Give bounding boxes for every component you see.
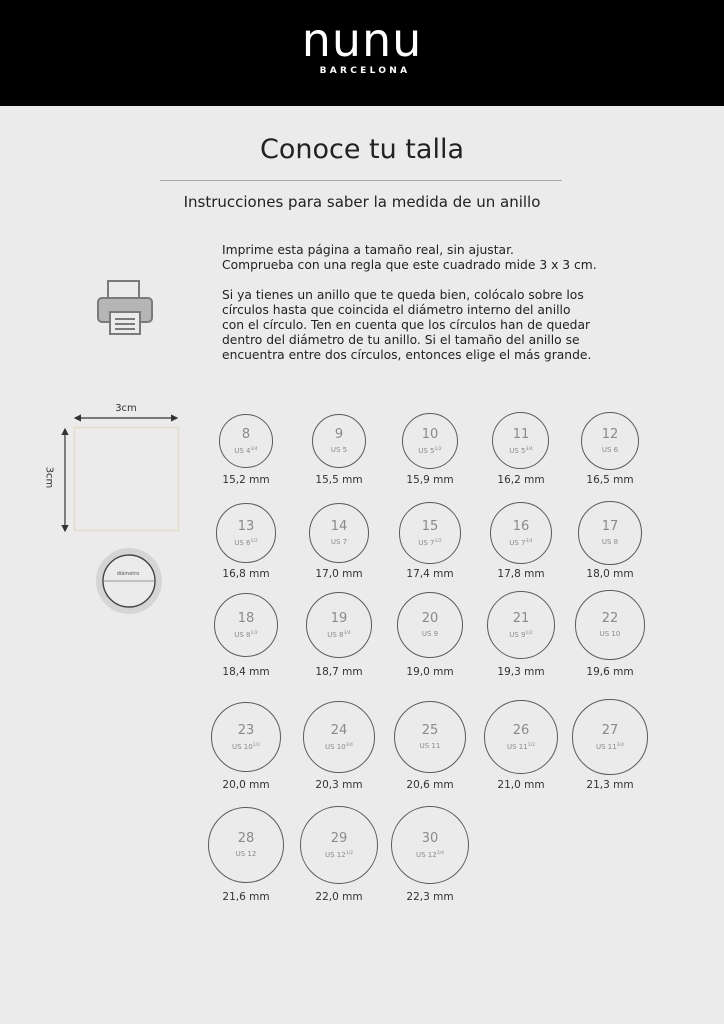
us-size-fraction: 3/4 [525,446,533,452]
us-size-value: US 10 [599,629,621,638]
print-instructions [222,243,622,273]
size-mm-label: 16,8 mm [222,568,270,580]
size-mm-label: 20,3 mm [315,779,363,791]
square-width-label: 3cm [115,403,137,414]
size-number: 19 [330,610,348,626]
instruction-line: dentro del diámetro de tu anillo. Si el tamaño del anillo se [222,333,580,347]
us-size [576,630,643,638]
size-number: 16 [512,518,530,534]
size-ring-25 [394,701,467,774]
size-number: 10 [421,426,439,442]
size-ring-20 [397,592,464,659]
size-mm-label: 18,7 mm [315,666,363,678]
size-number: 28 [237,830,255,846]
us-size [304,742,374,751]
us-size-fraction: 3/4 [250,446,258,452]
sample-ring-icon [95,547,163,615]
us-size-fraction: 1/2 [434,446,442,452]
brand-header [0,0,724,106]
diameter-label: diámetro [116,571,140,577]
size-ring-8 [219,414,272,467]
us-size [485,742,557,751]
printer-icon [96,278,154,336]
reference-square [46,398,186,538]
us-size [573,742,646,751]
us-size [212,742,281,751]
us-size-fraction: 1/2 [345,850,353,856]
us-size [403,446,457,455]
us-size-value: US 8 [601,537,619,546]
size-mm-label: 18,4 mm [222,666,270,678]
size-mm-label: 18,0 mm [586,568,634,580]
us-size [579,538,640,546]
us-size [310,538,368,546]
us-size [313,446,366,454]
us-size [488,630,554,639]
size-number: 9 [334,426,344,442]
instruction-line: círculos hasta que coincida el diámetro interno del anillo [222,303,571,317]
us-size [301,850,377,859]
size-ring-17 [578,501,641,564]
size-number: 14 [330,518,348,534]
size-ring-13 [216,503,275,562]
us-size-value: US 8 [234,630,251,639]
size-number: 27 [601,722,619,738]
size-number: 23 [237,723,255,738]
square-height-label: 3cm [43,466,55,489]
us-size-fraction: 3/4 [525,538,533,544]
instruction-line: Comprueba con una regla que este cuadrado mide 3 x 3 cm. [222,258,597,272]
us-size [217,538,274,547]
size-number: 17 [601,518,619,534]
us-size-value: US 11 [419,741,441,750]
size-mm-label: 19,6 mm [586,666,634,678]
us-size-value: US 5 [509,446,526,455]
us-size-fraction: 3/4 [345,742,353,748]
us-size-value: US 11 [596,742,617,751]
us-size-value: US 12 [416,850,437,859]
size-ring-16 [490,502,553,565]
size-number: 24 [330,722,348,738]
size-ring-14 [309,503,369,563]
size-number: 29 [330,830,348,846]
size-mm-label: 15,2 mm [222,474,270,486]
us-size-value: US 8 [327,630,344,639]
page-subtitle: Instrucciones para saber la medida de un anillo [183,193,541,211]
instruction-line: con el círculo. Ten en cuenta que los círculos han de quedar [222,318,591,332]
size-mm-label: 21,0 mm [497,779,545,791]
size-ring-23 [211,702,282,773]
instruction-line: encuentra entre dos círculos, entonces elige el más grande. [222,348,592,362]
us-size-value: US 7 [418,538,435,547]
us-size-value: US 10 [325,742,346,751]
us-size-value: US 9 [421,629,439,638]
us-size [215,630,278,639]
size-mm-label: 16,2 mm [497,474,545,486]
size-number: 30 [421,830,439,846]
size-mm-label: 19,0 mm [406,666,454,678]
size-ring-11 [492,412,549,469]
size-mm-label: 21,6 mm [222,891,270,903]
size-mm-label: 15,5 mm [315,474,363,486]
brand-location: BARCELONA [319,66,411,76]
us-size-value: US 10 [232,743,253,751]
size-mm-label: 15,9 mm [406,474,454,486]
instruction-line: Imprime esta página a tamaño real, sin ajustar. [222,243,514,257]
us-size-fraction: 3/4 [343,630,351,636]
us-size-fraction: 1/2 [527,742,535,748]
size-mm-label: 20,0 mm [222,779,270,791]
us-size [220,446,271,455]
size-mm-label: 22,3 mm [406,891,454,903]
us-size-value: US 6 [234,538,251,547]
us-size [307,630,371,639]
size-ring-10 [402,413,458,469]
us-size-fraction: 1/2 [250,538,258,544]
size-ring-28 [208,807,284,883]
us-size [582,446,638,454]
size-mm-label: 20,6 mm [406,779,454,791]
us-size-value: US 11 [507,742,528,751]
us-size-value: US 7 [330,537,348,546]
size-ring-30 [391,806,470,885]
size-number: 11 [512,426,530,442]
us-size-value: US 6 [601,445,619,454]
us-size-fraction: 1/2 [250,630,258,636]
us-size [400,538,459,547]
page-title: Conoce tu talla [259,134,464,165]
us-size [392,850,469,859]
size-number: 12 [601,426,619,442]
size-ring-9 [312,414,367,469]
us-size-value: US 12 [325,850,346,859]
us-size-fraction: 1/2 [525,630,533,636]
size-ring-12 [581,412,639,470]
brand-logo: nunu [301,13,423,67]
size-mm-label: 19,3 mm [497,666,545,678]
size-number: 20 [421,610,439,626]
us-size-value: US 12 [235,849,257,858]
size-number: 18 [237,610,255,626]
us-size-fraction: 1/2 [252,743,260,748]
instruction-line: Si ya tienes un anillo que te queda bien, colócalo sobre los [222,288,584,302]
us-size-fraction: 3/4 [616,742,624,748]
us-size-value: US 5 [418,446,435,455]
size-ring-18 [214,593,279,658]
title-divider [160,180,562,181]
us-size-value: US 7 [509,538,526,547]
size-ring-22 [575,590,644,659]
size-number: 22 [601,610,619,626]
size-mm-label: 17,0 mm [315,568,363,580]
us-size [398,630,463,638]
us-size-value: US 4 [234,446,251,455]
size-ring-27 [572,699,647,774]
size-ring-26 [484,700,558,774]
size-number: 15 [421,518,439,534]
size-number: 8 [241,426,251,442]
size-ring-19 [306,592,372,658]
size-number: 25 [421,722,439,738]
us-size-fraction: 1/2 [434,538,442,544]
size-ring-24 [303,701,375,773]
size-mm-label: 17,8 mm [497,568,545,580]
size-number: 21 [512,610,530,626]
us-size-value: US 9 [509,630,526,639]
size-ring-29 [300,806,378,884]
us-size-fraction: 3/4 [436,850,444,856]
us-size [491,538,552,547]
us-size [209,850,283,858]
size-mm-label: 22,0 mm [315,891,363,903]
us-size [493,446,548,455]
size-mm-label: 17,4 mm [406,568,454,580]
ring-instructions [222,288,622,363]
size-mm-label: 16,5 mm [586,474,634,486]
us-size [395,742,466,750]
size-number: 13 [237,518,255,534]
size-ring-21 [487,591,555,659]
us-size-value: US 5 [330,445,348,454]
size-ring-15 [399,502,460,563]
size-mm-label: 21,3 mm [586,779,634,791]
size-number: 26 [512,722,530,738]
